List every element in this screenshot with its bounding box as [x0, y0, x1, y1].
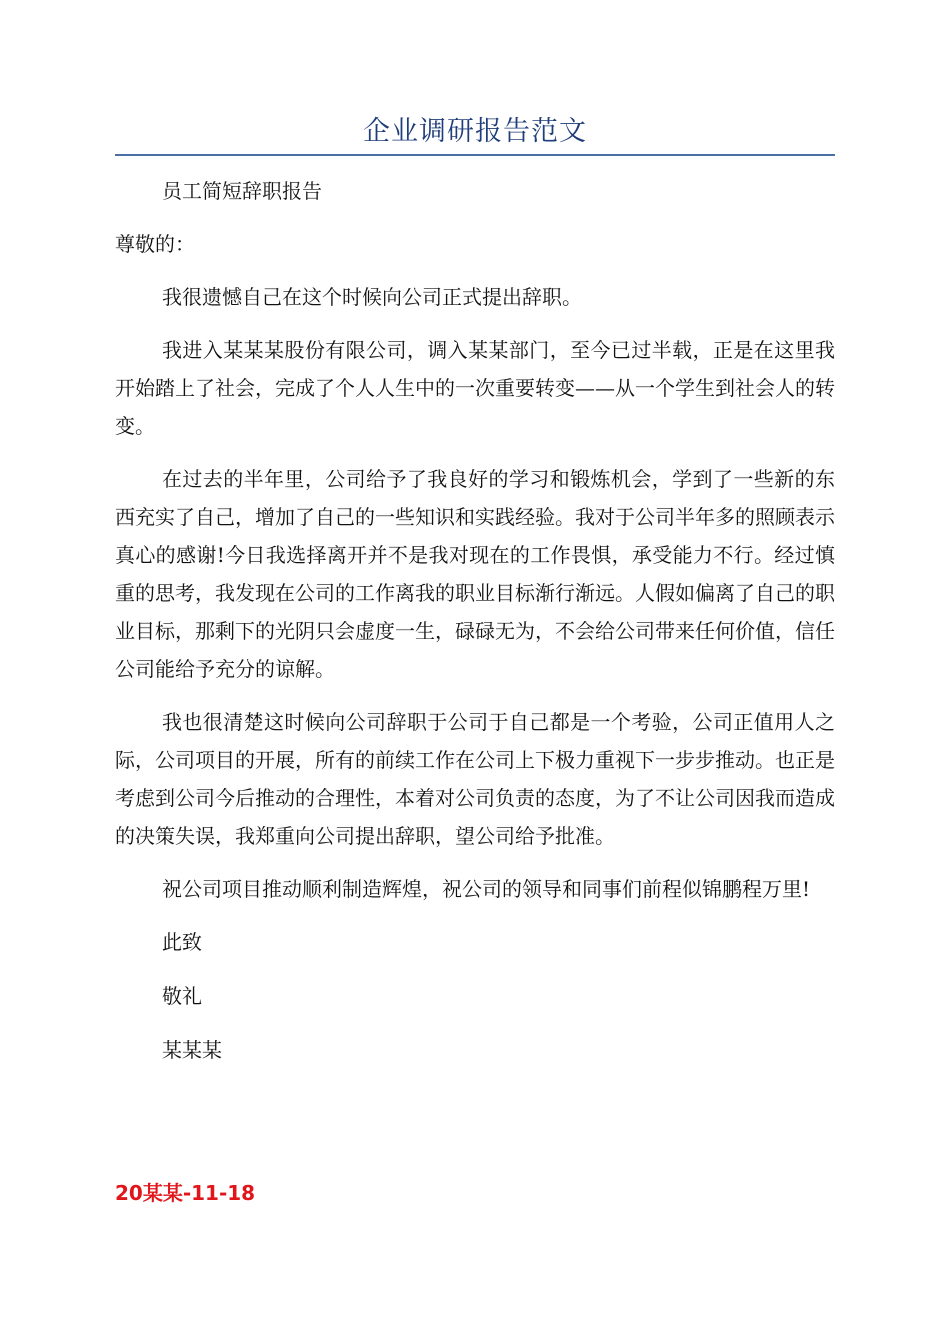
paragraph-2: 我进入某某某股份有限公司，调入某某部门，至今已过半载，正是在这里我开始踏上了社会，完成了个人人生中的一次重要转变——从一个学生到社会人的转变。 [115, 338, 835, 438]
document-title: 企业调研报告范文 [363, 116, 587, 147]
salutation: 尊敬的： [115, 232, 195, 256]
paragraph-1: 我很遗憾自己在这个时候向公司正式提出辞职。 [162, 285, 582, 309]
paragraph-4: 我也很清楚这时候向公司辞职于公司于自己都是一个考验，公司正值用人之际，公司项目的开展，所有的前续工作在公司上下极力重视下一步步推动。也正是考虑到公司今后推动的合理性，本着对公司负责的态度，为了不让公司因我而造成的决策失误，我郑重向公司提出辞职，望公司给予批准。 [115, 710, 835, 848]
paragraph-5: 祝公司项目推动顺利制造辉煌，祝公司的领导和同事们前程似锦鹏程万里! [162, 877, 811, 901]
signature: 某某某 [162, 1038, 222, 1062]
title-divider [115, 154, 835, 156]
document-date: 20某某-11-18 [115, 1181, 256, 1205]
closing-line-2: 敬礼 [162, 984, 202, 1008]
closing-line-1: 此致 [162, 930, 202, 954]
subtitle: 员工简短辞职报告 [162, 179, 322, 203]
paragraph-3: 在过去的半年里，公司给予了我良好的学习和锻炼机会，学到了一些新的东西充实了自己，增加了自己的一些知识和实践经验。我对于公司半年多的照顾表示真心的感谢!今日我选择离开并不是我对现在的工作畏惧，承受能力不行。经过慎重的思考，我发现在公司的工作离我的职业目标渐行渐远。人假如偏离了自己的职业目标，那剩下的光阴只会虚度一生，碌碌无为，不会给公司带来任何价值，信任公司能给予充分的谅解。 [115, 467, 835, 681]
document-body [115, 172, 835, 1085]
